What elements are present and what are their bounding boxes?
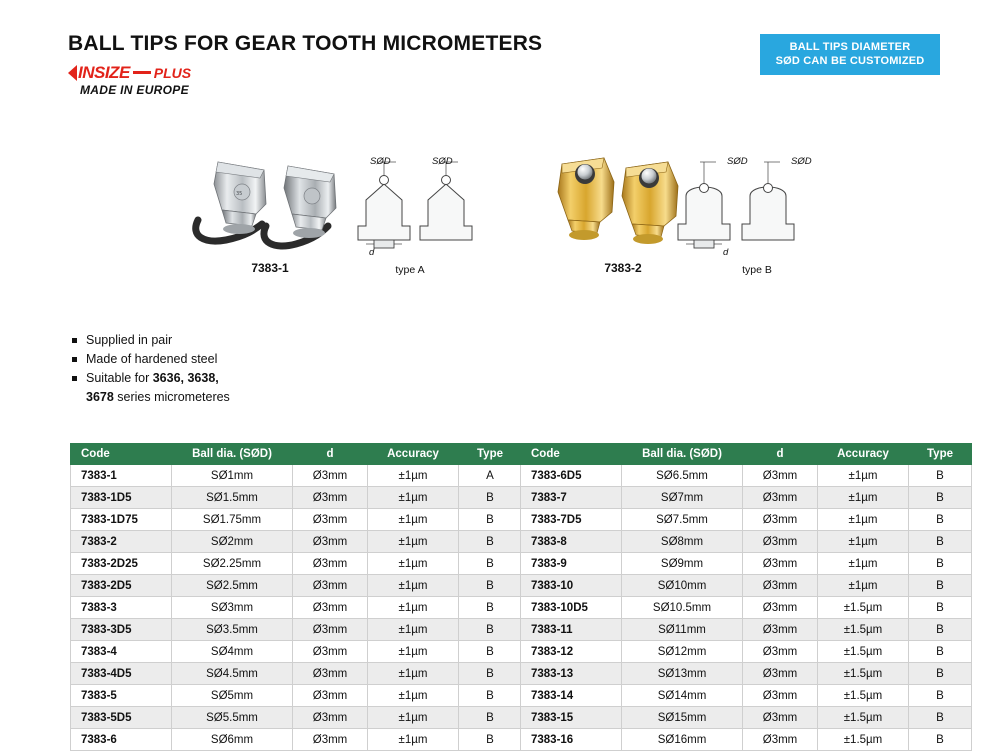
cell-d: Ø3mm bbox=[293, 707, 368, 729]
cell-type: B bbox=[909, 597, 972, 619]
cell-ball-dia: SØ9mm bbox=[622, 553, 743, 575]
cell-accuracy: ±1.5µm bbox=[818, 729, 909, 751]
cell-ball-dia: SØ6mm bbox=[172, 729, 293, 751]
col-header-accuracy: Accuracy bbox=[818, 444, 909, 465]
cell-type: B bbox=[459, 729, 522, 751]
logo-bar-icon bbox=[133, 71, 151, 74]
table-row bbox=[71, 707, 522, 729]
cell-ball-dia: SØ7.5mm bbox=[622, 509, 743, 531]
table-row bbox=[521, 509, 972, 531]
insize-plus-logo bbox=[68, 64, 258, 98]
note-prefix: Suitable for bbox=[86, 371, 153, 385]
cell-accuracy: ±1µm bbox=[818, 509, 909, 531]
cell-ball-dia: SØ3mm bbox=[172, 597, 293, 619]
figure-caption-left: 7383-1 bbox=[251, 261, 289, 275]
cell-ball-dia: SØ10mm bbox=[622, 575, 743, 597]
cell-d: Ø3mm bbox=[743, 641, 818, 663]
cell-d: Ø3mm bbox=[293, 465, 368, 487]
list-item: Supplied in pair bbox=[72, 332, 230, 349]
table-row bbox=[521, 553, 972, 575]
cell-accuracy: ±1.5µm bbox=[818, 641, 909, 663]
table-row bbox=[521, 575, 972, 597]
cell-accuracy: ±1.5µm bbox=[818, 597, 909, 619]
cell-type: B bbox=[459, 531, 522, 553]
cell-code: 7383-7D5 bbox=[521, 509, 622, 531]
cell-code: 7383-6 bbox=[71, 729, 172, 751]
cell-ball-dia: SØ11mm bbox=[622, 619, 743, 641]
spec-table-left bbox=[70, 443, 522, 751]
brand-name: INSIZE bbox=[78, 62, 130, 82]
table-row bbox=[71, 597, 522, 619]
list-item: Made of hardened steel bbox=[72, 351, 230, 368]
brand-subtitle: MADE IN EUROPE bbox=[80, 83, 189, 97]
cell-d: Ø3mm bbox=[743, 465, 818, 487]
cell-ball-dia: SØ1mm bbox=[172, 465, 293, 487]
cell-ball-dia: SØ2.25mm bbox=[172, 553, 293, 575]
cell-d: Ø3mm bbox=[293, 509, 368, 531]
cell-accuracy: ±1µm bbox=[368, 619, 459, 641]
cell-d: Ø3mm bbox=[293, 729, 368, 751]
cell-code: 7383-3 bbox=[71, 597, 172, 619]
table-row bbox=[521, 707, 972, 729]
cell-d: Ø3mm bbox=[293, 663, 368, 685]
cell-type: A bbox=[459, 465, 522, 487]
cell-code: 7383-10D5 bbox=[521, 597, 622, 619]
cell-d: Ø3mm bbox=[743, 619, 818, 641]
cell-type: B bbox=[909, 619, 972, 641]
table-row bbox=[71, 575, 522, 597]
cell-code: 7383-1 bbox=[71, 465, 172, 487]
cell-ball-dia: SØ5.5mm bbox=[172, 707, 293, 729]
cell-d: Ø3mm bbox=[293, 487, 368, 509]
cell-ball-dia: SØ2mm bbox=[172, 531, 293, 553]
cell-type: B bbox=[459, 707, 522, 729]
col-header-type: Type bbox=[909, 444, 972, 465]
logo-arrow-icon bbox=[68, 65, 77, 81]
cell-code: 7383-10 bbox=[521, 575, 622, 597]
cell-code: 7383-15 bbox=[521, 707, 622, 729]
table-header-row bbox=[71, 444, 522, 465]
cell-ball-dia: SØ2.5mm bbox=[172, 575, 293, 597]
cell-type: B bbox=[459, 575, 522, 597]
d-label-b: d bbox=[723, 247, 729, 258]
table-row bbox=[71, 553, 522, 575]
cell-accuracy: ±1µm bbox=[818, 575, 909, 597]
col-header-ball-dia: Ball dia. (SØD) bbox=[622, 444, 743, 465]
cell-accuracy: ±1µm bbox=[818, 553, 909, 575]
cell-type: B bbox=[909, 509, 972, 531]
cell-code: 7383-8 bbox=[521, 531, 622, 553]
cell-ball-dia: SØ6.5mm bbox=[622, 465, 743, 487]
cell-code: 7383-1D5 bbox=[71, 487, 172, 509]
cell-accuracy: ±1µm bbox=[368, 509, 459, 531]
cell-accuracy: ±1µm bbox=[368, 707, 459, 729]
table-row bbox=[521, 619, 972, 641]
cell-code: 7383-6D5 bbox=[521, 465, 622, 487]
cell-accuracy: ±1µm bbox=[368, 729, 459, 751]
cell-ball-dia: SØ5mm bbox=[172, 685, 293, 707]
note-models: 3636, 3638, bbox=[152, 371, 219, 385]
cell-code: 7383-5 bbox=[71, 685, 172, 707]
cell-code: 7383-7 bbox=[521, 487, 622, 509]
cell-type: B bbox=[909, 707, 972, 729]
cell-d: Ø3mm bbox=[743, 509, 818, 531]
cell-ball-dia: SØ14mm bbox=[622, 685, 743, 707]
cell-d: Ø3mm bbox=[293, 597, 368, 619]
notes-list bbox=[72, 332, 230, 406]
cell-accuracy: ±1.5µm bbox=[818, 685, 909, 707]
cell-type: B bbox=[459, 641, 522, 663]
cell-ball-dia: SØ1.75mm bbox=[172, 509, 293, 531]
figure-type-right: type B bbox=[742, 264, 772, 276]
cell-type: B bbox=[459, 553, 522, 575]
svg-text:35: 35 bbox=[236, 191, 243, 197]
cell-type: B bbox=[909, 575, 972, 597]
cell-d: Ø3mm bbox=[293, 641, 368, 663]
table-row bbox=[71, 641, 522, 663]
cell-ball-dia: SØ15mm bbox=[622, 707, 743, 729]
cell-ball-dia: SØ12mm bbox=[622, 641, 743, 663]
cell-type: B bbox=[459, 487, 522, 509]
cell-type: B bbox=[459, 597, 522, 619]
cell-type: B bbox=[459, 663, 522, 685]
cell-type: B bbox=[459, 509, 522, 531]
col-header-d: d bbox=[293, 444, 368, 465]
table-row bbox=[521, 597, 972, 619]
cell-code: 7383-5D5 bbox=[71, 707, 172, 729]
cell-code: 7383-2D25 bbox=[71, 553, 172, 575]
cell-d: Ø3mm bbox=[743, 575, 818, 597]
cell-ball-dia: SØ4mm bbox=[172, 641, 293, 663]
cell-accuracy: ±1µm bbox=[368, 663, 459, 685]
cell-ball-dia: SØ13mm bbox=[622, 663, 743, 685]
table-row bbox=[521, 685, 972, 707]
page-title: BALL TIPS FOR GEAR TOOTH MICROMETERS bbox=[68, 32, 543, 55]
table-header-row bbox=[521, 444, 972, 465]
sod-label-a2: SØD bbox=[432, 156, 453, 167]
cell-d: Ø3mm bbox=[743, 531, 818, 553]
cell-accuracy: ±1µm bbox=[368, 641, 459, 663]
col-header-code: Code bbox=[521, 444, 622, 465]
cell-code: 7383-16 bbox=[521, 729, 622, 751]
cell-ball-dia: SØ1.5mm bbox=[172, 487, 293, 509]
list-item bbox=[72, 370, 230, 387]
cell-accuracy: ±1.5µm bbox=[818, 619, 909, 641]
cell-code: 7383-14 bbox=[521, 685, 622, 707]
cell-type: B bbox=[909, 465, 972, 487]
cell-type: B bbox=[459, 619, 522, 641]
cell-d: Ø3mm bbox=[743, 553, 818, 575]
cell-type: B bbox=[909, 641, 972, 663]
cell-d: Ø3mm bbox=[743, 729, 818, 751]
figure-caption-right: 7383-2 bbox=[604, 261, 642, 275]
cell-type: B bbox=[909, 729, 972, 751]
cell-type: B bbox=[459, 685, 522, 707]
cell-ball-dia: SØ7mm bbox=[622, 487, 743, 509]
col-header-accuracy: Accuracy bbox=[368, 444, 459, 465]
cell-code: 7383-4D5 bbox=[71, 663, 172, 685]
cell-accuracy: ±1µm bbox=[368, 553, 459, 575]
brand-plus: PLUS bbox=[153, 64, 192, 81]
table-row bbox=[521, 729, 972, 751]
note-tail: series micrometeres bbox=[113, 390, 230, 404]
cell-d: Ø3mm bbox=[743, 707, 818, 729]
table-row bbox=[521, 531, 972, 553]
spec-table-right bbox=[520, 443, 972, 751]
cell-type: B bbox=[909, 685, 972, 707]
col-header-type: Type bbox=[459, 444, 522, 465]
cell-code: 7383-4 bbox=[71, 641, 172, 663]
cell-accuracy: ±1.5µm bbox=[818, 707, 909, 729]
cell-ball-dia: SØ4.5mm bbox=[172, 663, 293, 685]
cell-type: B bbox=[909, 553, 972, 575]
cell-ball-dia: SØ8mm bbox=[622, 531, 743, 553]
table-row bbox=[71, 487, 522, 509]
cell-d: Ø3mm bbox=[293, 575, 368, 597]
cell-type: B bbox=[909, 531, 972, 553]
table-row bbox=[71, 465, 522, 487]
table-row bbox=[71, 729, 522, 751]
cell-code: 7383-11 bbox=[521, 619, 622, 641]
cell-accuracy: ±1µm bbox=[368, 465, 459, 487]
note-models-cont: 3678 bbox=[86, 390, 114, 404]
cell-code: 7383-1D75 bbox=[71, 509, 172, 531]
cell-code: 7383-2 bbox=[71, 531, 172, 553]
cell-type: B bbox=[909, 663, 972, 685]
cell-code: 7383-9 bbox=[521, 553, 622, 575]
figure-type-left: type A bbox=[395, 264, 425, 276]
cell-ball-dia: SØ10.5mm bbox=[622, 597, 743, 619]
cell-accuracy: ±1µm bbox=[368, 575, 459, 597]
list-item-continued bbox=[72, 389, 230, 406]
badge-line-1: BALL TIPS DIAMETER bbox=[789, 41, 911, 53]
cell-accuracy: ±1µm bbox=[818, 531, 909, 553]
status-badge bbox=[760, 34, 940, 75]
sod-label-b2: SØD bbox=[791, 156, 812, 167]
table-row bbox=[71, 663, 522, 685]
cell-d: Ø3mm bbox=[743, 685, 818, 707]
cell-code: 7383-2D5 bbox=[71, 575, 172, 597]
table-row bbox=[521, 641, 972, 663]
cell-code: 7383-3D5 bbox=[71, 619, 172, 641]
sod-label-b1: SØD bbox=[727, 156, 748, 167]
cell-d: Ø3mm bbox=[293, 685, 368, 707]
cell-accuracy: ±1.5µm bbox=[818, 663, 909, 685]
cell-accuracy: ±1µm bbox=[368, 597, 459, 619]
sod-label-a1: SØD bbox=[370, 156, 391, 167]
cell-ball-dia: SØ16mm bbox=[622, 729, 743, 751]
d-label-a: d bbox=[369, 247, 375, 258]
table-row bbox=[71, 619, 522, 641]
cell-code: 7383-13 bbox=[521, 663, 622, 685]
table-row bbox=[521, 663, 972, 685]
cell-d: Ø3mm bbox=[293, 619, 368, 641]
table-row bbox=[71, 509, 522, 531]
product-illustrations bbox=[170, 140, 1000, 300]
cell-accuracy: ±1µm bbox=[368, 685, 459, 707]
cell-d: Ø3mm bbox=[293, 553, 368, 575]
cell-d: Ø3mm bbox=[293, 531, 368, 553]
col-header-code: Code bbox=[71, 444, 172, 465]
cell-accuracy: ±1µm bbox=[818, 487, 909, 509]
badge-line-2: SØD CAN BE CUSTOMIZED bbox=[775, 55, 925, 67]
cell-d: Ø3mm bbox=[743, 487, 818, 509]
cell-d: Ø3mm bbox=[743, 663, 818, 685]
cell-accuracy: ±1µm bbox=[818, 465, 909, 487]
cell-d: Ø3mm bbox=[743, 597, 818, 619]
table-row bbox=[521, 487, 972, 509]
table-row bbox=[521, 465, 972, 487]
col-header-d: d bbox=[743, 444, 818, 465]
cell-accuracy: ±1µm bbox=[368, 487, 459, 509]
cell-type: B bbox=[909, 487, 972, 509]
table-row bbox=[71, 685, 522, 707]
cell-ball-dia: SØ3.5mm bbox=[172, 619, 293, 641]
col-header-ball-dia: Ball dia. (SØD) bbox=[172, 444, 293, 465]
cell-code: 7383-12 bbox=[521, 641, 622, 663]
cell-accuracy: ±1µm bbox=[368, 531, 459, 553]
table-row bbox=[71, 531, 522, 553]
